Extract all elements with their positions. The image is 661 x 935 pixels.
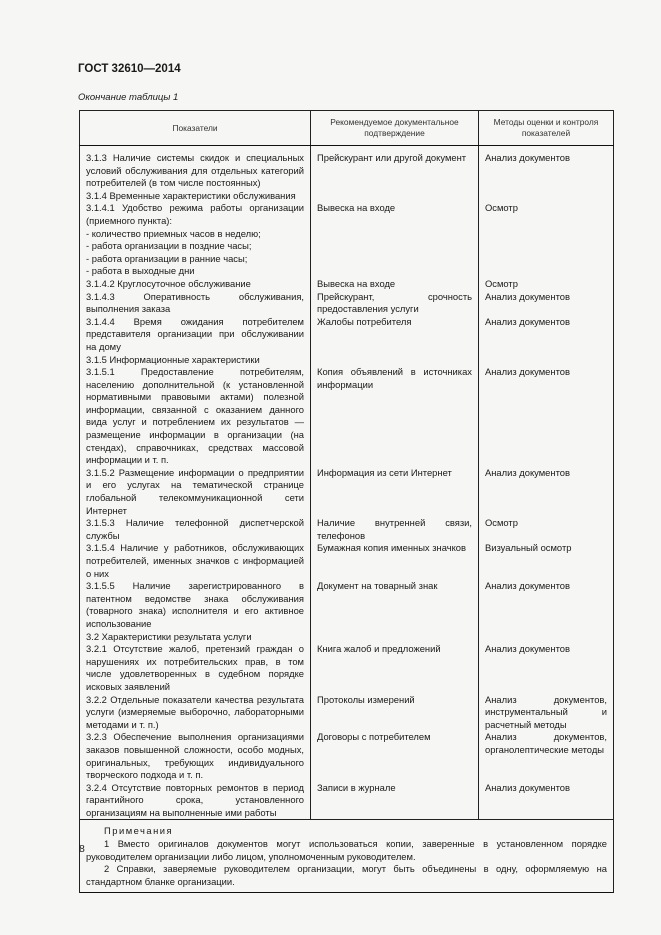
column-header-document: Рекомендуемое документальное подтверждение [311,111,479,146]
document-cell: Бумажная копия именных значков [311,542,479,580]
indicator-cell: 3.1.4.3 Оперативность обслуживания, выполнения заказа [80,291,311,316]
indicator-cell: 3.2.4 Отсутствие повторных ремонтов в период гарантийного срока, установленного организациям на выполненные ими работы [80,782,311,820]
indicators-table [79,110,614,893]
table-header-row [80,111,614,146]
indicator-cell: 3.2.3 Обеспечение выполнения организациями заказов повышенной сложности, особо модных, оригинальных, требующих индивидуального творческого подхода и т. п. [80,731,311,781]
table-row [80,265,614,278]
method-cell: Анализ документов [479,782,614,820]
indicator-cell: 3.1.5.3 Наличие телефонной диспетчерской службы [80,517,311,542]
method-cell: Визуальный осмотр [479,542,614,580]
indicator-cell: 3.2 Характеристики результата услуги [80,631,311,644]
document-cell [311,354,479,367]
indicator-cell: 3.1.5 Информационные характеристики [80,354,311,367]
table-row [80,643,614,693]
indicator-cell: - работа организации в поздние часы; [80,240,311,253]
table-row [80,354,614,367]
document-cell: Вывеска на входе [311,278,479,291]
document-cell: Прейскурант или другой документ [311,146,479,190]
method-cell [479,631,614,644]
method-cell [479,240,614,253]
notes-row [80,820,614,893]
table-row [80,694,614,732]
table-body [80,146,614,820]
indicator-cell: 3.1.4 Временные характеристики обслуживания [80,190,311,203]
method-cell: Анализ документов [479,316,614,354]
document-cell: Книга жалоб и предложений [311,643,479,693]
method-cell: Анализ документов [479,146,614,190]
page-number: 8 [79,843,85,855]
indicator-cell: 3.1.5.5 Наличие зарегистрированного в патентном ведомстве знака обслуживания (товарного знака) исполнителя и его активное использование [80,580,311,630]
indicator-cell: - работа организации в ранние часы; [80,253,311,266]
document-cell [311,253,479,266]
table-row [80,228,614,241]
indicator-cell: 3.1.4.2 Круглосуточное обслуживание [80,278,311,291]
method-cell [479,190,614,203]
table-row [80,316,614,354]
table-row [80,366,614,467]
document-cell: Протоколы измерений [311,694,479,732]
document-cell [311,265,479,278]
method-cell: Анализ документов [479,580,614,630]
document-cell: Наличие внутренней связи, телефонов [311,517,479,542]
column-header-indicators: Показатели [80,111,311,146]
method-cell: Анализ документов, органолептические методы [479,731,614,781]
method-cell: Анализ документов, инструментальный и расчетный методы [479,694,614,732]
column-header-methods: Методы оценки и контроля показателей [479,111,614,146]
indicator-cell: 3.1.3 Наличие системы скидок и специальных условий обслуживания для отдельных категорий потребителей (в том числе постоянных) [80,146,311,190]
table-row [80,240,614,253]
document-cell: Прейскурант, срочность предоставления услуги [311,291,479,316]
indicator-cell: 3.2.1 Отсутствие жалоб, претензий граждан о нарушениях их потребительских прав, в том числе удовлетворенных в судебном порядке исковых заявлений [80,643,311,693]
table-continuation-title: Окончание таблицы 1 [78,92,179,103]
notes-title: Примечания [104,825,174,837]
indicator-cell: 3.1.5.1 Предоставление потребителям, населению дополнительной (к установленной нормативными правовыми актами) полезной информации, связанной с оказанием данного вида услуг и потреблением их результатов — размещение информации в организации (на стендах), справочниках, средствах массовой информации и т. п. [80,366,311,467]
table-row [80,580,614,630]
indicator-cell: 3.1.4.4 Время ожидания потребителем представителя организации при обслуживании на дому [80,316,311,354]
table-row [80,782,614,820]
document-code: ГОСТ 32610—2014 [78,63,181,75]
table-row [80,517,614,542]
method-cell: Осмотр [479,517,614,542]
method-cell [479,253,614,266]
notes-cell [80,820,614,893]
document-cell: Жалобы потребителя [311,316,479,354]
document-cell: Информация из сети Интернет [311,467,479,517]
document-cell: Документ на товарный знак [311,580,479,630]
method-cell: Анализ документов [479,643,614,693]
document-cell: Вывеска на входе [311,202,479,227]
table-row [80,631,614,644]
table-row [80,278,614,291]
method-cell: Анализ документов [479,291,614,316]
document-cell [311,228,479,241]
indicator-cell: - работа в выходные дни [80,265,311,278]
document-cell [311,190,479,203]
method-cell: Анализ документов [479,366,614,467]
indicator-cell: - количество приемных часов в неделю; [80,228,311,241]
indicator-cell: 3.1.5.4 Наличие у работников, обслуживающих потребителей, именных значков с информацией о них [80,542,311,580]
method-cell [479,228,614,241]
method-cell [479,354,614,367]
document-cell: Договоры с потребителем [311,731,479,781]
table-row [80,291,614,316]
document-cell: Записи в журнале [311,782,479,820]
method-cell: Осмотр [479,202,614,227]
note-item: 2 Справки, заверяемые руководителем организации, могут быть объединены в одну, оформляемую на стандартном бланке организации. [86,863,607,887]
method-cell: Анализ документов [479,467,614,517]
table-row [80,731,614,781]
method-cell [479,265,614,278]
document-cell: Копия объявлений в источниках информации [311,366,479,467]
table-row [80,202,614,227]
indicator-cell: 3.1.4.1 Удобство режима работы организации (приемного пункта): [80,202,311,227]
method-cell: Осмотр [479,278,614,291]
table-row [80,253,614,266]
table-row [80,190,614,203]
table-row [80,146,614,190]
document-cell [311,631,479,644]
note-item: 1 Вместо оригиналов документов могут использоваться копии, заверенные в установленном порядке руководителем организации либо лицом, уполномоченным руководителем. [86,838,607,862]
document-cell [311,240,479,253]
indicator-cell: 3.2.2 Отдельные показатели качества результата услуги (измеряемые выборочно, лабораторными методами и т. п.) [80,694,311,732]
table-row [80,542,614,580]
indicator-cell: 3.1.5.2 Размещение информации о предприятии и его услугах на тематической странице глобальной телекоммуникационной сети Интернет [80,467,311,517]
table-row [80,467,614,517]
